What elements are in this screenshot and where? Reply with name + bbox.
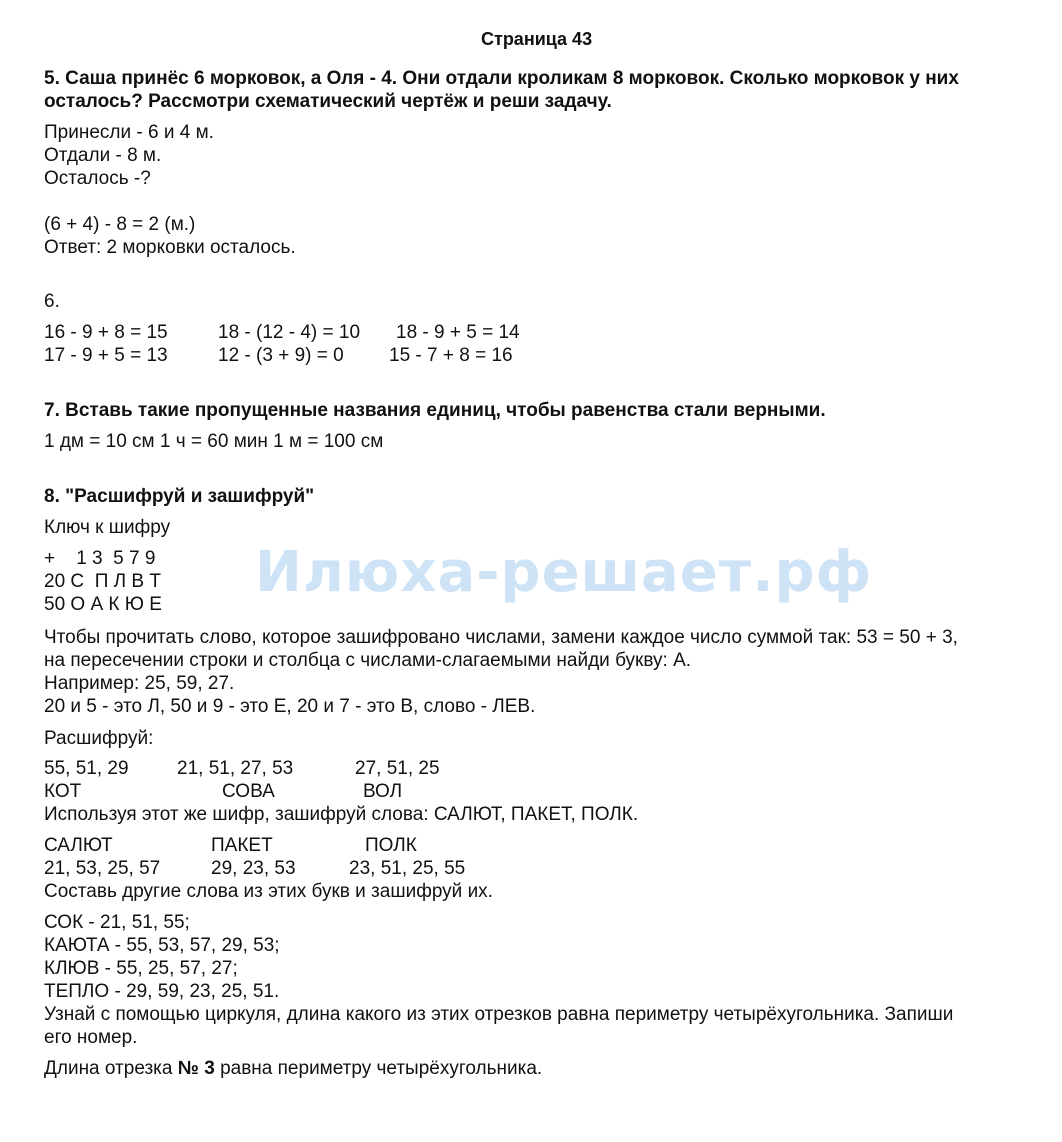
task6-expression: 12 - (3 + 9) = 0 xyxy=(218,345,344,366)
composed-word: ТЕПЛО - 29, 59, 23, 25, 51. xyxy=(44,981,280,1002)
watermark: Илюха-решает.рф xyxy=(255,540,873,605)
encode-code: 23, 51, 25, 55 xyxy=(349,858,466,879)
task8-heading: 8. "Расшифруй и зашифруй" xyxy=(44,486,315,507)
decode-word: ВОЛ xyxy=(363,781,403,802)
encode-word: САЛЮТ xyxy=(44,835,113,856)
cipher-key-label: Ключ к шифру xyxy=(44,517,171,538)
compose-prompt: Составь другие слова из этих букв и зашифруй их. xyxy=(44,881,493,902)
task5-line: Отдали - 8 м. xyxy=(44,145,162,166)
task9-answer xyxy=(44,1057,542,1080)
task8-example: Например: 25, 59, 27. xyxy=(44,673,235,694)
task9-answer-text: Длина отрезка xyxy=(44,1058,178,1079)
decode-code: 27, 51, 25 xyxy=(355,758,440,779)
task6-label: 6. xyxy=(44,291,60,312)
task5-heading-line2: осталось? Рассмотри схематический чертёж и реши задачу. xyxy=(44,91,612,112)
task5-line: Осталось -? xyxy=(44,168,151,189)
decode-code: 21, 51, 27, 53 xyxy=(177,758,294,779)
segment-number: № 3 xyxy=(177,1058,215,1079)
task6-expression: 17 - 9 + 5 = 13 xyxy=(44,345,168,366)
task5-line: Принесли - 6 и 4 м. xyxy=(44,122,214,143)
decode-label: Расшифруй: xyxy=(44,728,154,749)
composed-word: КЛЮВ - 55, 25, 57, 27; xyxy=(44,958,238,979)
task9-answer-text: равна периметру четырёхугольника. xyxy=(214,1058,543,1079)
encode-word: ПАКЕТ xyxy=(211,835,273,856)
task7-answer: 1 дм = 10 см 1 ч = 60 мин 1 м = 100 см xyxy=(44,431,384,452)
task6-expression: 15 - 7 + 8 = 16 xyxy=(389,345,513,366)
cipher-key-row: 50 О А К Ю Е xyxy=(44,594,162,615)
decode-word: КОТ xyxy=(44,781,82,802)
task5-heading-line1: 5. Саша принёс 6 морковок, а Оля - 4. Они отдали кроликам 8 морковок. Сколько морковок у них xyxy=(44,68,959,89)
task5-solution: (6 + 4) - 8 = 2 (м.) xyxy=(44,214,196,235)
encode-prompt: Используя этот же шифр, зашифруй слова: САЛЮТ, ПАКЕТ, ПОЛК. xyxy=(44,804,639,825)
task8-example: 20 и 5 - это Л, 50 и 9 - это Е, 20 и 7 - это В, слово - ЛЕВ. xyxy=(44,696,536,717)
encode-code: 29, 23, 53 xyxy=(211,858,296,879)
task5-answer: Ответ: 2 морковки осталось. xyxy=(44,237,296,258)
task7-heading: 7. Вставь такие пропущенные названия единиц, чтобы равенства стали верными. xyxy=(44,400,826,421)
page-title: Страница 43 xyxy=(481,29,593,49)
task9-prompt: его номер. xyxy=(44,1027,138,1048)
task6-expression: 18 - 9 + 5 = 14 xyxy=(396,322,520,343)
cipher-key-row: 20 С П Л В Т xyxy=(44,571,161,592)
decode-word: СОВА xyxy=(222,781,275,802)
decode-code: 55, 51, 29 xyxy=(44,758,129,779)
task6-expression: 18 - (12 - 4) = 10 xyxy=(218,322,361,343)
composed-word: СОК - 21, 51, 55; xyxy=(44,912,190,933)
encode-word: ПОЛК xyxy=(365,835,417,856)
task6-expression: 16 - 9 + 8 = 15 xyxy=(44,322,168,343)
composed-word: КАЮТА - 55, 53, 57, 29, 53; xyxy=(44,935,280,956)
encode-code: 21, 53, 25, 57 xyxy=(44,858,161,879)
task9-prompt: Узнай с помощью циркуля, длина какого из этих отрезков равна периметру четырёхугольника. Запиши xyxy=(44,1004,954,1025)
cipher-key-header-row: + 1 3 5 7 9 xyxy=(44,548,156,569)
task8-explanation: Чтобы прочитать слово, которое зашифровано числами, замени каждое число суммой так: 53 = 50 + 3, xyxy=(44,627,958,648)
task8-explanation: на пересечении строки и столбца с числами-слагаемыми найди букву: А. xyxy=(44,650,692,671)
